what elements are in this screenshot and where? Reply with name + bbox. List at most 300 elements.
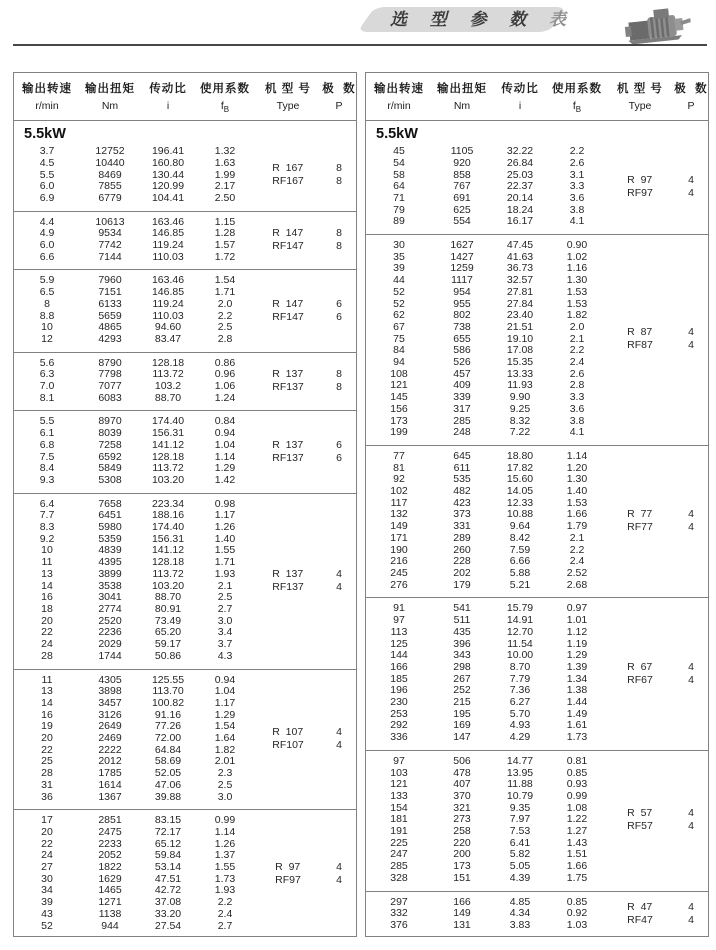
ratio-cell: 33.20 <box>154 907 182 920</box>
ratio-cell: 6.41 <box>509 836 531 849</box>
type-block <box>627 901 653 927</box>
service-factor-cell: 1.19 <box>566 637 588 650</box>
service-factor-cell: 3.3 <box>569 391 585 404</box>
ratio-cell: 103.2 <box>154 380 182 393</box>
rows-grid <box>14 358 254 405</box>
service-factor-cell: 3.6 <box>569 402 585 415</box>
service-factor-cell: 1.17 <box>214 696 236 709</box>
parameter-group <box>14 669 356 808</box>
service-factor-cell: 1.71 <box>214 556 236 569</box>
type-column <box>606 240 674 439</box>
speed-cell: 28 <box>41 649 53 662</box>
speed-cell: 43 <box>41 907 53 920</box>
pole-column <box>322 416 356 486</box>
model-type: R 167 <box>272 162 304 175</box>
torque-cell: 7151 <box>98 286 122 299</box>
torque-cell: 4395 <box>98 556 122 569</box>
torque-cell: 7855 <box>98 180 122 193</box>
service-factor-cell: 1.14 <box>214 825 236 838</box>
ratio-cell: 6.66 <box>509 555 531 568</box>
torque-cell: 435 <box>453 625 471 638</box>
speed-cell: 52 <box>41 919 53 932</box>
table-header <box>366 73 708 121</box>
service-factor-cell: 1.14 <box>214 450 236 463</box>
speed-cell: 64 <box>393 180 405 193</box>
service-factor-cell: 1.61 <box>566 719 588 732</box>
ratio-cell: 141.12 <box>151 544 185 557</box>
service-factor-cell: 1.40 <box>214 532 236 545</box>
torque-cell: 2236 <box>98 626 122 639</box>
type-column <box>606 897 674 932</box>
torque-cell: 285 <box>453 414 471 427</box>
speed-cell: 191 <box>390 825 408 838</box>
poles-value: 4 <box>688 660 694 673</box>
speed-cell: 154 <box>390 801 408 814</box>
torque-cell: 7077 <box>98 380 122 393</box>
torque-cell: 267 <box>453 672 471 685</box>
speed-cell: 121 <box>390 379 408 392</box>
pole-column <box>674 756 708 885</box>
column-header-zh: 传动比 <box>149 83 187 95</box>
poles-value: 4 <box>336 580 342 593</box>
service-factor-cell: 1.04 <box>214 685 236 698</box>
speed-cell: 145 <box>390 391 408 404</box>
torque-cell: 9534 <box>98 227 122 240</box>
speed-cell: 171 <box>390 531 408 544</box>
ratio-cell: 119.24 <box>152 239 184 252</box>
ratio-cell: 130.44 <box>151 168 185 181</box>
torque-cell: 4293 <box>98 332 122 345</box>
type-block <box>272 439 304 465</box>
service-factor-cell: 2.7 <box>217 919 233 932</box>
speed-cell: 5.5 <box>39 415 55 428</box>
service-factor-cell: 1.26 <box>214 837 236 850</box>
ratio-cell: 77.26 <box>154 720 182 733</box>
ratio-cell: 36.73 <box>506 262 534 275</box>
torque-cell: 6779 <box>98 191 122 204</box>
speed-cell: 24 <box>41 638 53 651</box>
ratio-cell: 15.35 <box>506 356 534 369</box>
poles-value: 6 <box>336 297 342 310</box>
model-type: R 77 <box>627 508 653 521</box>
service-factor-cell: 2.68 <box>566 578 588 591</box>
speed-cell: 10 <box>41 544 53 557</box>
speed-cell: 67 <box>393 320 405 333</box>
torque-cell: 166 <box>453 895 471 908</box>
torque-cell: 10613 <box>95 215 125 228</box>
speed-cell: 173 <box>390 414 408 427</box>
service-factor-cell: 1.71 <box>214 286 236 299</box>
service-factor-cell: 0.96 <box>214 368 236 381</box>
service-factor-cell: 1.28 <box>214 227 236 240</box>
parameter-group <box>366 750 708 889</box>
torque-cell: 2520 <box>98 614 122 627</box>
ratio-cell: 47.06 <box>154 778 182 791</box>
speed-cell: 245 <box>390 567 408 579</box>
torque-cell: 3899 <box>98 567 122 580</box>
column-header-zh: 极 数 <box>322 83 356 95</box>
speed-cell: 71 <box>393 191 405 204</box>
service-factor-cell: 1.20 <box>566 461 588 474</box>
speed-cell: 6.8 <box>39 438 55 451</box>
torque-cell: 373 <box>453 508 471 521</box>
torque-cell: 2774 <box>98 603 122 615</box>
torque-cell: 317 <box>453 402 471 415</box>
service-factor-cell: 1.53 <box>566 496 588 509</box>
poles-value: 4 <box>336 873 342 886</box>
service-factor-cell: 3.0 <box>217 614 233 627</box>
left-parameter-table <box>13 72 357 937</box>
fb-subscript: B <box>575 105 582 115</box>
speed-cell: 190 <box>390 543 408 556</box>
service-factor-cell: 1.26 <box>214 521 236 534</box>
service-factor-cell: 1.30 <box>566 473 588 486</box>
rows-grid <box>366 603 606 743</box>
ratio-cell: 80.91 <box>154 603 182 615</box>
model-type: R 137 <box>272 368 304 381</box>
column-header-unit: Nm <box>453 100 471 112</box>
ratio-cell: 64.84 <box>154 743 182 756</box>
rows-grid <box>14 499 254 663</box>
torque-cell: 738 <box>453 320 471 333</box>
speed-cell: 181 <box>390 813 408 826</box>
column-header <box>674 80 708 114</box>
speed-cell: 5.5 <box>39 168 55 181</box>
column-header <box>140 80 196 114</box>
speed-cell: 81 <box>393 461 405 474</box>
ratio-cell: 125.55 <box>151 673 185 686</box>
torque-cell: 7658 <box>98 497 122 510</box>
pole-column <box>322 358 356 405</box>
service-factor-cell: 2.17 <box>214 180 236 193</box>
torque-cell: 252 <box>453 684 471 697</box>
model-type: RF67 <box>627 673 653 686</box>
service-factor-cell: 2.7 <box>217 603 233 615</box>
ratio-cell: 41.63 <box>506 250 534 263</box>
torque-cell: 12752 <box>95 145 125 158</box>
pole-column <box>322 217 356 264</box>
torque-cell: 220 <box>453 836 471 849</box>
service-factor-cell: 4.3 <box>217 649 233 662</box>
speed-cell: 34 <box>41 884 53 897</box>
torque-cell: 131 <box>453 918 471 931</box>
poles-value: 4 <box>688 187 694 200</box>
model-type: RF47 <box>627 914 653 927</box>
model-type: RF97 <box>275 873 301 886</box>
speed-cell: 149 <box>390 520 408 533</box>
torque-cell: 5659 <box>98 309 122 322</box>
rows-grid <box>14 217 254 264</box>
torque-cell: 260 <box>453 543 471 556</box>
right-parameter-table <box>365 72 709 937</box>
service-factor-cell: 0.86 <box>214 356 236 369</box>
service-factor-cell: 1.57 <box>214 239 236 252</box>
torque-cell: 3041 <box>98 591 122 604</box>
ratio-cell: 52.05 <box>154 767 182 780</box>
speed-cell: 9.3 <box>39 473 55 486</box>
ratio-cell: 25.03 <box>506 168 534 181</box>
service-factor-cell: 1.55 <box>214 544 236 557</box>
speed-cell: 62 <box>393 309 405 322</box>
service-factor-cell: 1.82 <box>566 309 588 322</box>
service-factor-cell: 1.01 <box>566 614 588 627</box>
rows-grid <box>366 451 606 591</box>
poles-value: 4 <box>688 174 694 187</box>
ratio-cell: 141.12 <box>151 438 185 451</box>
speed-cell: 103 <box>390 766 408 779</box>
model-type: RF167 <box>272 175 304 188</box>
torque-cell: 8469 <box>98 168 122 181</box>
torque-cell: 1367 <box>98 790 122 803</box>
ratio-cell: 103.20 <box>151 473 185 486</box>
speed-cell: 6.1 <box>39 427 55 440</box>
service-factor-cell: 2.4 <box>217 907 233 920</box>
service-factor-cell: 2.52 <box>566 567 588 579</box>
ratio-cell: 10.88 <box>506 508 534 521</box>
parameter-group <box>14 410 356 490</box>
type-block <box>272 726 304 752</box>
ratio-cell: 21.51 <box>506 320 534 333</box>
page-title-last-char: 表 <box>548 10 575 29</box>
model-type: RF57 <box>627 820 653 833</box>
speed-cell: 89 <box>393 215 405 228</box>
speed-cell: 12 <box>41 332 53 345</box>
ratio-cell: 88.70 <box>154 591 182 604</box>
torque-cell: 149 <box>453 907 471 920</box>
service-factor-cell: 1.79 <box>566 520 588 533</box>
parameter-group <box>366 891 708 936</box>
torque-cell: 7742 <box>98 239 122 252</box>
torque-cell: 1427 <box>450 250 474 263</box>
ratio-cell: 174.40 <box>151 415 185 428</box>
service-factor-cell: 0.93 <box>566 778 588 791</box>
ratio-cell: 26.84 <box>506 156 534 169</box>
torque-cell: 457 <box>453 367 471 380</box>
model-type: R 47 <box>627 901 653 914</box>
type-block <box>627 326 653 352</box>
ratio-cell: 128.18 <box>151 556 185 569</box>
model-type: RF87 <box>627 339 653 352</box>
ratio-cell: 32.22 <box>506 145 534 158</box>
service-factor-cell: 0.94 <box>214 427 236 440</box>
service-factor-cell: 1.32 <box>214 145 236 158</box>
torque-cell: 526 <box>453 356 471 369</box>
poles-value: 8 <box>336 175 342 188</box>
torque-cell: 1614 <box>98 778 122 791</box>
service-factor-cell: 0.84 <box>214 415 236 428</box>
type-column <box>606 451 674 591</box>
service-factor-cell: 1.14 <box>566 449 588 462</box>
column-header-zh: 机 型 号 <box>617 83 663 95</box>
model-type: RF147 <box>272 240 304 253</box>
title-banner <box>366 7 575 32</box>
poles-value: 4 <box>688 901 694 914</box>
service-factor-cell: 1.39 <box>566 660 588 673</box>
torque-cell: 331 <box>453 520 471 533</box>
service-factor-cell: 2.2 <box>569 344 585 357</box>
type-block <box>627 508 653 534</box>
service-factor-cell: 1.73 <box>214 872 236 885</box>
service-factor-cell: 1.54 <box>214 274 236 287</box>
poles-value: 4 <box>688 914 694 927</box>
ratio-cell: 128.18 <box>151 356 185 369</box>
ratio-cell: 91.16 <box>154 708 182 721</box>
type-column <box>606 146 674 228</box>
parameter-group <box>366 445 708 595</box>
service-factor-cell: 3.8 <box>569 203 585 216</box>
torque-cell: 339 <box>453 391 471 404</box>
speed-cell: 144 <box>390 649 408 662</box>
table-header <box>14 73 356 121</box>
poles-value: 8 <box>336 381 342 394</box>
torque-cell: 1627 <box>450 239 474 252</box>
torque-cell: 195 <box>453 707 471 720</box>
torque-cell: 2222 <box>98 743 122 756</box>
torque-cell: 5308 <box>98 473 122 486</box>
torque-cell: 179 <box>453 578 471 591</box>
service-factor-cell: 2.0 <box>217 297 233 310</box>
speed-cell: 6.0 <box>39 239 55 252</box>
torque-cell: 8970 <box>98 415 122 428</box>
speed-cell: 17 <box>41 814 53 827</box>
torque-cell: 1785 <box>98 767 122 780</box>
service-factor-cell: 1.43 <box>566 836 588 849</box>
speed-cell: 22 <box>41 743 53 756</box>
service-factor-cell: 1.99 <box>214 168 236 181</box>
service-factor-cell: 1.66 <box>566 860 588 873</box>
torque-cell: 1629 <box>98 872 122 885</box>
ratio-cell: 72.17 <box>154 825 182 838</box>
ratio-cell: 196.41 <box>151 145 185 158</box>
column-header-zh: 使用系数 <box>552 83 602 95</box>
torque-cell: 2029 <box>98 638 122 651</box>
column-header-zh: 传动比 <box>501 83 539 95</box>
speed-cell: 45 <box>393 145 405 158</box>
ratio-cell: 188.16 <box>151 509 185 522</box>
service-factor-cell: 0.99 <box>566 789 588 802</box>
speed-cell: 117 <box>390 496 408 509</box>
type-block <box>272 162 304 188</box>
ratio-cell: 223.34 <box>151 497 185 510</box>
model-type: RF137 <box>272 381 304 394</box>
speed-cell: 13 <box>41 567 53 580</box>
speed-cell: 35 <box>393 250 405 263</box>
speed-cell: 253 <box>390 707 408 720</box>
type-block <box>627 661 653 687</box>
service-factor-cell: 0.97 <box>566 602 588 615</box>
parameter-group <box>14 211 356 268</box>
service-factor-cell: 0.90 <box>566 239 588 252</box>
ratio-cell: 8.32 <box>509 414 531 427</box>
ratio-cell: 113.70 <box>152 685 184 698</box>
service-factor-cell: 1.29 <box>214 708 236 721</box>
service-factor-cell: 3.6 <box>569 191 585 204</box>
torque-cell: 691 <box>453 191 471 204</box>
service-factor-cell: 2.6 <box>569 367 585 380</box>
ratio-cell: 42.72 <box>154 884 182 897</box>
speed-cell: 22 <box>41 626 53 639</box>
torque-cell: 6451 <box>98 509 122 522</box>
model-type: R 107 <box>272 725 304 738</box>
ratio-cell: 7.53 <box>509 825 531 838</box>
torque-cell: 2475 <box>98 825 122 838</box>
speed-cell: 247 <box>390 848 408 861</box>
type-block <box>272 368 304 394</box>
ratio-cell: 7.79 <box>509 672 531 685</box>
column-header-zh: 输出扭矩 <box>85 83 135 95</box>
speed-cell: 113 <box>390 625 408 638</box>
poles-value: 6 <box>336 438 342 451</box>
model-type: R 147 <box>272 227 304 240</box>
page-title <box>366 7 575 32</box>
pole-column <box>674 897 708 932</box>
service-factor-cell: 1.82 <box>214 743 236 756</box>
poles-value: 4 <box>688 326 694 339</box>
ratio-cell: 94.60 <box>154 321 182 334</box>
type-column <box>254 358 322 405</box>
ratio-cell: 156.31 <box>151 427 185 440</box>
torque-cell: 506 <box>453 754 471 767</box>
parameter-tables <box>13 72 709 937</box>
speed-cell: 28 <box>41 767 53 780</box>
torque-cell: 7258 <box>98 438 122 451</box>
speed-cell: 133 <box>390 789 408 802</box>
model-type: R 137 <box>272 567 304 580</box>
rows-grid <box>14 675 254 804</box>
parameter-group <box>14 493 356 667</box>
torque-cell: 8039 <box>98 427 122 440</box>
torque-cell: 200 <box>453 848 471 861</box>
ratio-cell: 120.99 <box>151 180 185 193</box>
ratio-cell: 23.40 <box>506 309 534 322</box>
ratio-cell: 83.47 <box>154 332 182 345</box>
speed-cell: 16 <box>41 591 53 604</box>
column-header <box>14 80 80 114</box>
column-header-unit: i <box>518 100 522 112</box>
pole-column <box>674 603 708 743</box>
ratio-cell: 9.35 <box>509 801 531 814</box>
service-factor-cell: 1.42 <box>214 473 236 486</box>
torque-cell: 2469 <box>98 732 122 745</box>
ratio-cell: 10.79 <box>506 789 534 802</box>
speed-cell: 6.6 <box>39 250 55 263</box>
speed-cell: 7.5 <box>39 450 55 463</box>
model-type: RF137 <box>272 451 304 464</box>
service-factor-cell: 0.85 <box>566 895 588 908</box>
ratio-cell: 73.49 <box>154 614 182 627</box>
ratio-cell: 7.59 <box>509 543 531 556</box>
column-header-zh: 极 数 <box>674 83 708 95</box>
speed-cell: 6.5 <box>39 286 55 299</box>
service-factor-cell: 3.7 <box>217 638 233 651</box>
model-type: RF97 <box>627 187 653 200</box>
ratio-cell: 14.77 <box>506 754 534 767</box>
ratio-cell: 12.33 <box>506 496 534 509</box>
ratio-cell: 128.18 <box>151 450 185 463</box>
ratio-cell: 6.27 <box>509 696 531 709</box>
torque-cell: 1105 <box>450 145 474 158</box>
parameter-group <box>366 143 708 232</box>
ratio-cell: 47.51 <box>154 872 182 885</box>
ratio-cell: 9.64 <box>509 520 531 533</box>
column-header-unit <box>548 100 606 114</box>
pole-column <box>322 675 356 804</box>
speed-cell: 36 <box>41 790 53 803</box>
service-factor-cell: 2.01 <box>214 755 236 768</box>
speed-cell: 332 <box>390 907 408 920</box>
power-section-label: 5.5kW <box>24 126 66 143</box>
speed-cell: 54 <box>393 156 405 169</box>
